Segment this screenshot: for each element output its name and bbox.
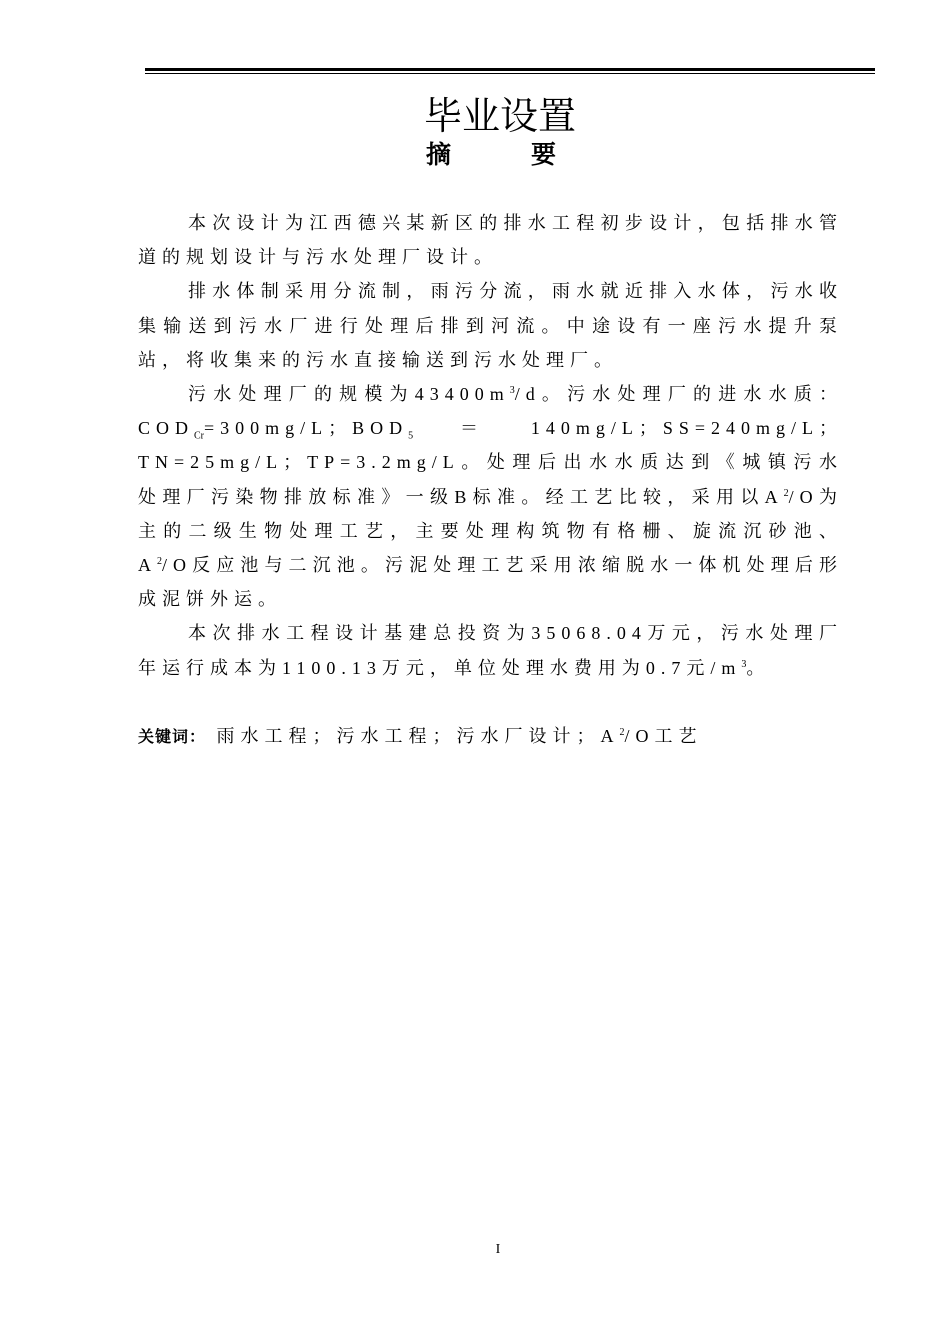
paragraph-4-sup-1: 3	[741, 658, 747, 670]
paragraph-3-text-6: /O反应池与二沉池。污泥处理工艺采用浓缩脱水一体机处理后形成泥饼外运。	[138, 555, 843, 610]
paragraph-4	[138, 616, 843, 684]
paragraph-3-sup-1: 3	[509, 385, 515, 397]
paragraph-3-sup-2: 2	[783, 487, 789, 499]
paragraph-3-text-5: /O为主的二级生物处理工艺，主要处理构筑物有格栅、旋流沉砂池、A	[138, 486, 843, 576]
paragraph-3-text-4: ＝140mg/L；SS=240mg/L；TN=25mg/L；TP=3.2mg/L。处理后出水水质达到《城镇污水处理厂污染物排放标准》一级B标准。经工艺比较，采用以A	[138, 418, 843, 507]
paragraph-1: 本次设计为江西德兴某新区的排水工程初步设计，包括排水管道的规划设计与污水处理厂设计。	[138, 213, 843, 268]
paragraph-4-text-1: 本次排水工程设计基建总投资为35068.04万元，污水处理厂年运行成本为1100.13万元，单位处理水费用为0.7元/m	[138, 623, 843, 678]
abstract-body	[138, 206, 843, 754]
paragraph-3-sup-3: 2	[157, 556, 162, 568]
paragraph-3	[138, 377, 843, 616]
page-number: I	[495, 1242, 501, 1257]
keywords-line	[138, 719, 843, 754]
paragraph-3-sub-2: 5	[408, 430, 414, 442]
document-title: 毕业设置	[423, 94, 576, 138]
paragraph-3-sub-1: Cr	[194, 430, 205, 442]
keywords-text-2: /O工艺	[624, 725, 703, 746]
abstract-heading: 摘要	[425, 140, 636, 169]
paragraph-3-text-2: /d。污水处理厂的进水水质：COD	[138, 384, 844, 439]
keywords-sup-1: 2	[619, 726, 625, 738]
keywords-text-1: 雨水工程；污水工程；污水厂设计；A	[216, 725, 620, 746]
paragraph-4-text-2: 。	[746, 657, 771, 678]
paragraph-3-text-3: =300mg/L；BOD	[204, 418, 409, 439]
paragraph-3-text-1: 污水处理厂的规模为43400m	[188, 384, 510, 405]
header-rule-thick	[145, 68, 875, 71]
header-rule-thin	[145, 73, 875, 74]
paragraph-2: 排水体制采用分流制，雨污分流，雨水就近排入水体，污水收集输送到污水厂进行处理后排到河流。中途设有一座污水提升泵站，将收集来的污水直接输送到污水处理厂。	[138, 281, 843, 370]
keywords-label: 关键词：	[138, 726, 207, 746]
